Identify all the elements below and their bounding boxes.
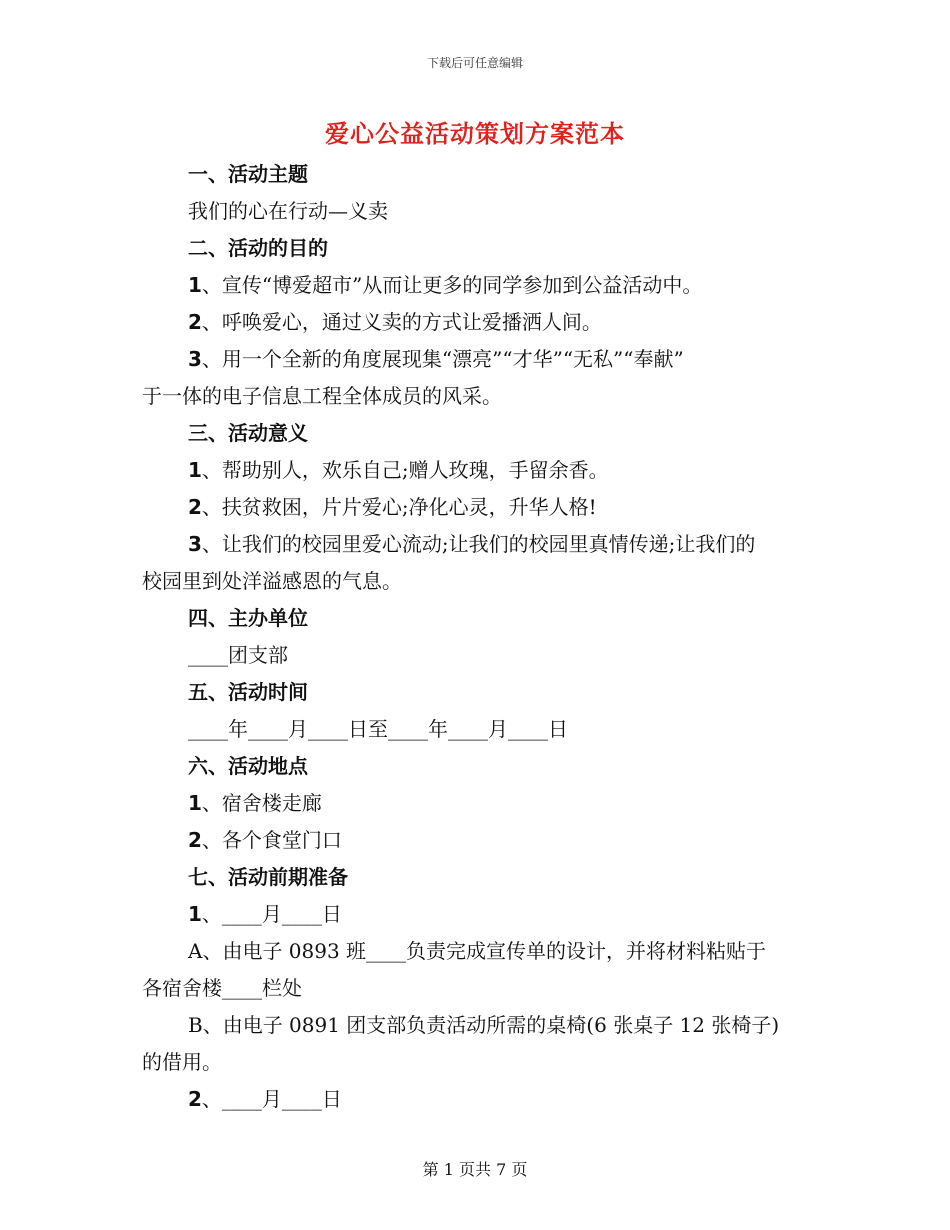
paragraph: ____年____月____日至____年____月____日 <box>188 717 568 741</box>
list-item <box>142 822 810 859</box>
list-text: 、呼唤爱心，通过义卖的方式让爱播洒人间。 <box>201 310 602 334</box>
list-number: 1 <box>188 791 202 815</box>
list-text: 、____月____日 <box>201 1087 342 1111</box>
list-item <box>142 341 810 378</box>
list-item <box>142 304 810 341</box>
list-number: 2 <box>188 1087 202 1111</box>
list-item <box>142 785 810 822</box>
document-title: 爱心公益活动策划方案范本 <box>325 120 625 148</box>
list-text: 、宣传“博爱超市”从而让更多的同学参加到公益活动中。 <box>201 273 703 297</box>
list-text: 、____月____日 <box>201 902 342 926</box>
section-heading-organizer: 四、主办单位 <box>188 606 308 630</box>
list-number: 1 <box>188 273 202 297</box>
section-heading-theme: 一、活动主题 <box>188 162 308 186</box>
list-item <box>142 896 810 933</box>
list-text: 、宿舍楼走廊 <box>201 791 322 815</box>
list-text: 、让我们的校园里爱心流动;让我们的校园里真情传递;让我们的 <box>201 532 756 556</box>
list-item <box>142 1081 810 1118</box>
list-number: 3 <box>188 532 202 556</box>
list-item-continuation: 校园里到处洋溢感恩的气息。 <box>142 569 402 593</box>
list-number: 1 <box>188 902 202 926</box>
list-text: 、扶贫救困，片片爱心;净化心灵，升华人格! <box>201 495 597 519</box>
list-item-continuation: 于一体的电子信息工程全体成员的风采。 <box>142 384 502 408</box>
page-header: 下载后可任意编辑 <box>426 56 523 70</box>
list-number: 2 <box>188 828 202 852</box>
paragraph: 我们的心在行动—义卖 <box>188 199 388 223</box>
paragraph-continuation: 各宿舍楼____栏处 <box>142 976 302 1000</box>
section-heading-preparation: 七、活动前期准备 <box>188 865 348 889</box>
list-text: 、帮助别人，欢乐自己;赠人玫瑰，手留余香。 <box>201 458 609 482</box>
list-item <box>142 526 810 563</box>
document-body <box>142 156 810 1118</box>
list-number: 2 <box>188 495 202 519</box>
section-heading-location: 六、活动地点 <box>188 754 308 778</box>
page-footer: 第 1 页共 7 页 <box>422 1160 528 1179</box>
list-number: 1 <box>188 458 202 482</box>
paragraph: ____团支部 <box>188 643 288 667</box>
paragraph: B、由电子 0891 团支部负责活动所需的桌椅(6 张桌子 12 张椅子) <box>188 1013 780 1037</box>
section-heading-significance: 三、活动意义 <box>188 421 308 445</box>
list-text: 、各个食堂门口 <box>201 828 342 852</box>
section-heading-purpose: 二、活动的目的 <box>188 236 328 260</box>
list-item <box>142 267 810 304</box>
list-number: 3 <box>188 347 202 371</box>
list-item <box>142 489 810 526</box>
section-heading-time: 五、活动时间 <box>188 680 308 704</box>
list-number: 2 <box>188 310 202 334</box>
paragraph: A、由电子 0893 班____负责完成宣传单的设计，并将材料粘贴于 <box>188 939 767 963</box>
paragraph-continuation: 的借用。 <box>142 1050 222 1074</box>
list-text: 、用一个全新的角度展现集“漂亮”“才华”“无私”“奉献” <box>201 347 684 371</box>
list-item <box>142 452 810 489</box>
